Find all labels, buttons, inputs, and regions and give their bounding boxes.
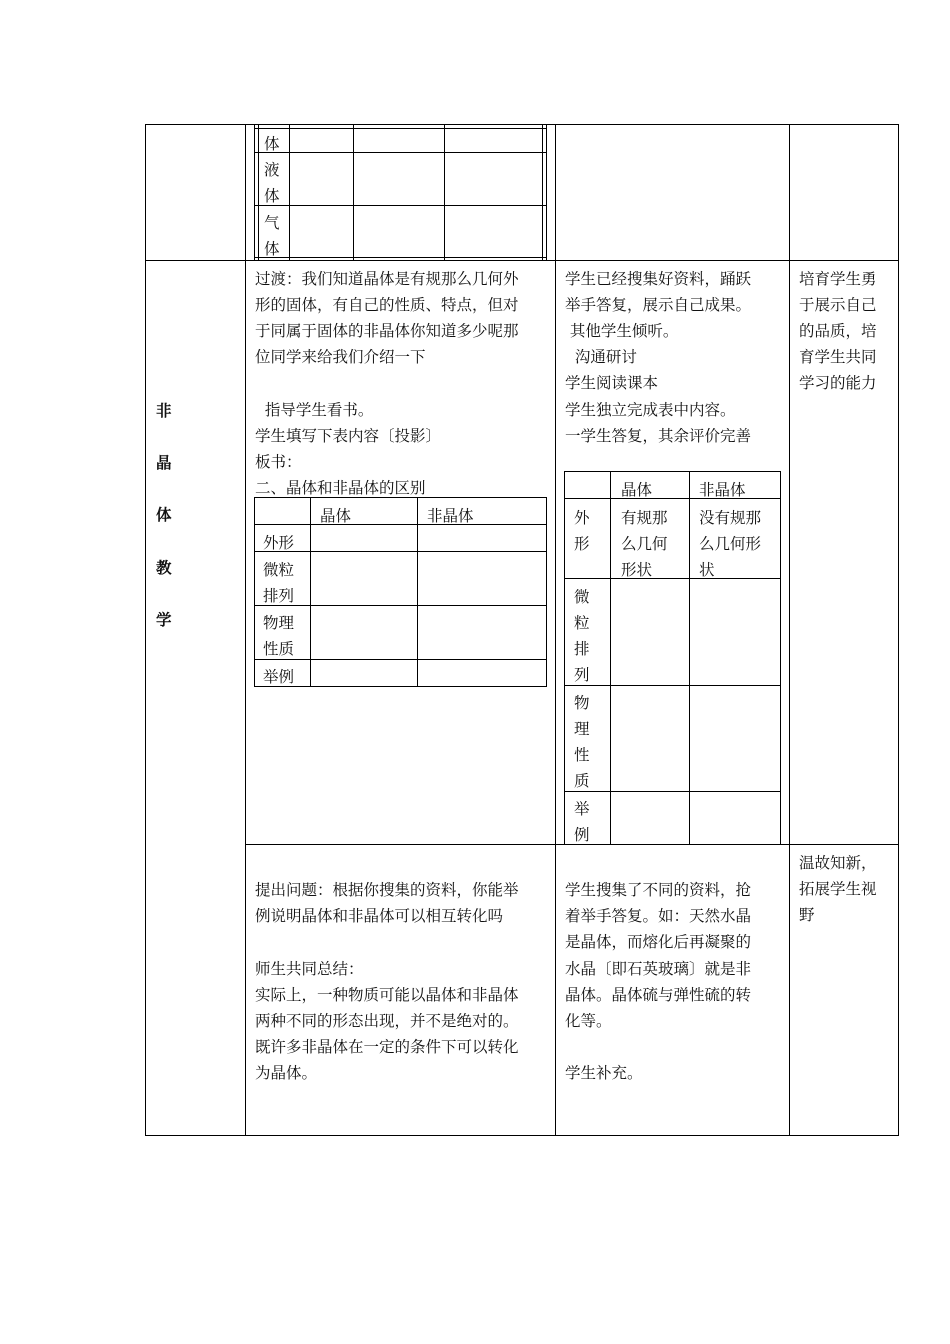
- table-row-label: 外: [574, 509, 590, 527]
- paragraph-line: 学生阅读课本: [565, 374, 659, 392]
- table-row-label: 微: [574, 588, 590, 606]
- section-title-char: 学: [156, 611, 172, 629]
- section-title-char: 晶: [156, 454, 172, 472]
- table-row-label: 列: [574, 666, 590, 684]
- paragraph-line: 指导学生看书。: [255, 401, 374, 419]
- table-cell: 状: [699, 561, 715, 579]
- paragraph-line: 着举手答复。如：天然水晶: [565, 907, 752, 925]
- paragraph-line: 是晶体，而熔化后再凝聚的: [565, 933, 752, 951]
- outer-table-bottom-border: [145, 1135, 899, 1136]
- section-title-char: 教: [156, 559, 172, 577]
- outer-table-col-divider-1: [245, 124, 246, 1136]
- table-row-label: 举例: [263, 668, 295, 686]
- table-cell: 形状: [621, 561, 653, 579]
- section-title-char: 非: [156, 402, 172, 420]
- table-row-label: 性质: [263, 640, 295, 658]
- table-row-label: 排: [574, 640, 590, 658]
- table-row-label: 性: [574, 746, 590, 764]
- paragraph-line: 拓展学生视: [799, 880, 877, 898]
- paragraph-line: 学生搜集了不同的资料，抢: [565, 881, 752, 899]
- paragraph-line: 学生补充。: [565, 1064, 643, 1082]
- top-table-row-label: 液: [264, 161, 280, 179]
- table-row-label: 外形: [263, 534, 295, 552]
- paragraph-line: 实际上，一种物质可能以晶体和非晶体: [255, 986, 519, 1004]
- paragraph-line: 二、晶体和非晶体的区别: [255, 479, 426, 497]
- table-header: 非晶体: [427, 507, 474, 525]
- table-row-label: 物: [574, 694, 590, 712]
- paragraph-line: 形的固体，有自己的性质、特点，但对: [255, 296, 519, 314]
- table-row-label: 形: [574, 535, 590, 553]
- paragraph-line: 育学生共同: [799, 348, 877, 366]
- paragraph-line: 既许多非晶体在一定的条件下可以转化: [255, 1038, 519, 1056]
- paragraph-line: 过渡：我们知道晶体是有规那么几何外: [255, 270, 519, 288]
- paragraph-line: 其他学生倾听。: [565, 322, 679, 340]
- table-header: 晶体: [621, 481, 653, 499]
- paragraph-line: 板书：: [255, 453, 302, 471]
- table-cell: 没有规那: [699, 509, 762, 527]
- paragraph-line: 晶体。晶体硫与弹性硫的转: [565, 986, 752, 1004]
- table-row-label: 例: [574, 826, 590, 844]
- paragraph-line: 于同属于固体的非晶体你知道多少呢那: [255, 322, 519, 340]
- top-table-row-label: 体: [264, 135, 280, 153]
- paragraph-line: 野: [799, 906, 815, 924]
- paragraph-line: 提出问题：根据你搜集的资料，你能举: [255, 881, 519, 899]
- paragraph-line: 学生独立完成表中内容。: [565, 401, 736, 419]
- top-table-row-label: 体: [264, 187, 280, 205]
- paragraph-line: 例说明晶体和非晶体可以相互转化吗: [255, 907, 504, 925]
- paragraph-line: 两种不同的形态出现，并不是绝对的。: [255, 1012, 519, 1030]
- paragraph-line: 为晶体。: [255, 1064, 318, 1082]
- table-header: 非晶体: [699, 481, 746, 499]
- outer-table-left-border: [145, 124, 146, 1136]
- table-row-label: 理: [574, 720, 590, 738]
- table-row-label: 粒: [574, 614, 590, 632]
- paragraph-line: 于展示自己: [799, 296, 877, 314]
- table-cell: 么几何形: [699, 535, 762, 553]
- outer-table-right-border: [898, 124, 899, 1136]
- outer-table-col-divider-2: [555, 124, 556, 1136]
- table-row-label: 微粒: [263, 561, 295, 579]
- table-cell: 么几何: [621, 535, 668, 553]
- paragraph-line: 举手答复，展示自己成果。: [565, 296, 752, 314]
- table-row-label: 物理: [263, 614, 295, 632]
- outer-table-col-divider-3: [789, 124, 790, 1136]
- table-row-label: 排列: [263, 587, 295, 605]
- paragraph-line: 水晶〔即石英玻璃〕就是非: [565, 960, 752, 978]
- paragraph-line: 培育学生勇: [799, 270, 877, 288]
- top-table-row-label: 气: [264, 214, 280, 232]
- section-title-char: 体: [156, 506, 172, 524]
- table-cell: 有规那: [621, 509, 668, 527]
- table-row-label: 质: [574, 772, 590, 790]
- paragraph-line: 学生填写下表内容〔投影〕: [255, 427, 442, 445]
- paragraph-line: 位同学来给我们介绍一下: [255, 348, 426, 366]
- paragraph-line: 学习的能力: [799, 374, 877, 392]
- paragraph-line: 学生已经搜集好资料，踊跃: [565, 270, 752, 288]
- top-table-row-label: 体: [264, 240, 280, 258]
- paragraph-line: 的品质，培: [799, 322, 877, 340]
- paragraph-line: 师生共同总结：: [255, 960, 364, 978]
- paragraph-line: 一学生答复，其余评价完善: [565, 427, 752, 445]
- paragraph-line: 化等。: [565, 1012, 612, 1030]
- table-header: 晶体: [320, 507, 352, 525]
- paragraph-line: 沟通研讨: [565, 348, 637, 366]
- paragraph-line: 温故知新，: [799, 854, 877, 872]
- table-row-label: 举: [574, 800, 590, 818]
